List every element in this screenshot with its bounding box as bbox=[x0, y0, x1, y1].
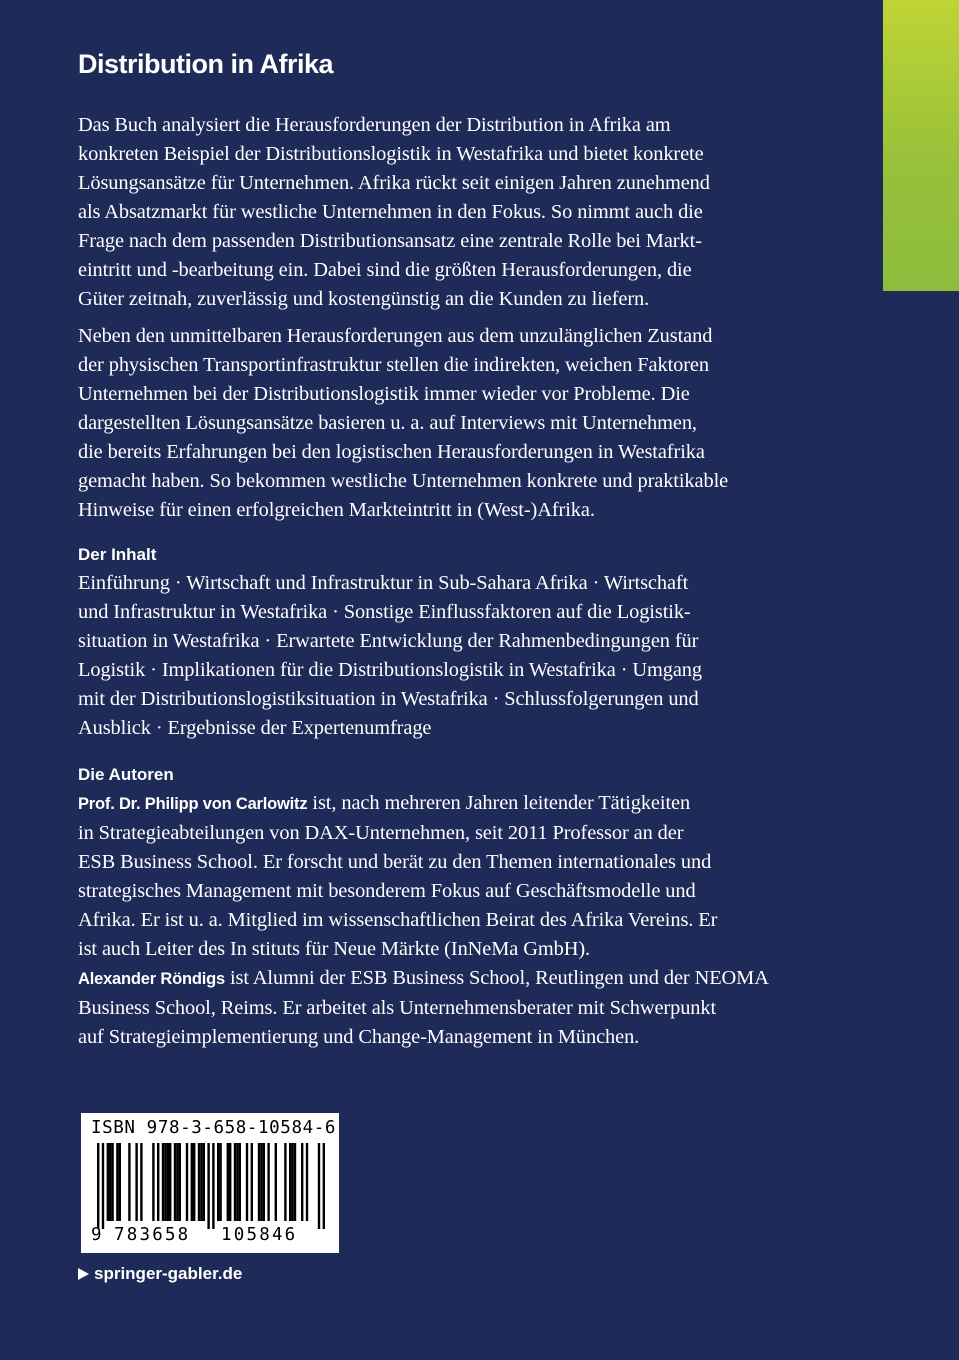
barcode-bar bbox=[227, 1143, 229, 1221]
text-line: Unternehmen bei der Distributionslogistik immer wieder vor Probleme. Die bbox=[78, 383, 690, 405]
text-line: auf Strategieimplementierung und Change-Management in München. bbox=[78, 1026, 640, 1048]
barcode-bar bbox=[111, 1143, 113, 1221]
barcode-bar bbox=[258, 1143, 260, 1221]
barcode-bar bbox=[102, 1143, 104, 1229]
barcode-bar bbox=[107, 1143, 109, 1221]
barcode-bar bbox=[186, 1143, 188, 1221]
barcode-bar bbox=[267, 1143, 269, 1221]
text-line: Frage nach dem passenden Distributionsansatz eine zentrale Rolle bei Markt- bbox=[78, 230, 702, 252]
book-title: Distribution in Afrika bbox=[78, 49, 334, 79]
text-line: situation in Westafrika · Erwartete Entwicklung der Rahmenbedingungen für bbox=[78, 630, 699, 652]
barcode-bar bbox=[162, 1143, 164, 1221]
triangle-arrow-icon bbox=[78, 1268, 89, 1280]
text-line: die bereits Erfahrungen bei den logistischen Herausforderungen in Westafrika bbox=[78, 441, 705, 463]
barcode-bar bbox=[135, 1143, 137, 1221]
author-2-name: Alexander Röndigs bbox=[78, 970, 225, 988]
text-line: eintritt und -bearbeitung ein. Dabei sind die größten Herausforderungen, die bbox=[78, 259, 692, 281]
barcode-bar bbox=[284, 1143, 286, 1221]
barcode-bar bbox=[291, 1143, 293, 1221]
barcode-bar bbox=[246, 1143, 248, 1221]
text-line: Ausblick · Ergebnisse der Expertenumfrage bbox=[78, 717, 432, 739]
text-fragment: ist, nach mehreren Jahren leitender Tätigkeiten bbox=[307, 792, 691, 814]
text-line: mit der Distributionslogistiksituation in Westafrika · Schlussfolgerungen und bbox=[78, 688, 699, 710]
text-line: konkreten Beispiel der Distributionslogistik in Westafrika und bietet konkrete bbox=[78, 143, 704, 165]
text-line: Neben den unmittelbaren Herausforderungen aus dem unzulänglichen Zustand bbox=[78, 325, 713, 347]
barcode-bar bbox=[260, 1143, 262, 1221]
barcode-bar bbox=[306, 1143, 308, 1221]
barcode-bar bbox=[294, 1143, 296, 1221]
barcode-bar bbox=[207, 1143, 209, 1229]
barcode-bar bbox=[152, 1143, 154, 1221]
green-accent-bar bbox=[883, 0, 959, 291]
website-link[interactable] bbox=[78, 1262, 242, 1286]
text-line: dargestellten Lösungsansätze basieren u. a. auf Interviews mit Unternehmen, bbox=[78, 412, 697, 434]
text-line: Business School, Reims. Er arbeitet als Unternehmensberater mit Schwerpunkt bbox=[78, 997, 717, 1019]
barcode-bar bbox=[109, 1143, 111, 1221]
barcode-bar bbox=[119, 1143, 121, 1221]
text-fragment: ist Alumni der ESB Business School, Reutlingen und der NEOMA bbox=[224, 967, 769, 989]
barcode-bar bbox=[140, 1143, 142, 1221]
text-line: Afrika. Er ist u. a. Mitglied im wissenschaftlichen Beirat des Afrika Vereins. Er bbox=[78, 909, 718, 931]
barcode-bar bbox=[203, 1143, 205, 1221]
authors-heading: Die Autoren bbox=[78, 765, 174, 784]
text-line: Logistik · Implikationen für die Distributionslogistik in Westafrika · Umgang bbox=[78, 659, 703, 681]
text-line: strategisches Management mit besonderem Fokus auf Geschäftsmodelle und bbox=[78, 880, 696, 902]
text-line: Das Buch analysiert die Herausforderungen der Distribution in Afrika am bbox=[78, 114, 671, 136]
text-line: und Infrastruktur in Westafrika · Sonstige Einflussfaktoren auf die Logistik- bbox=[78, 601, 691, 623]
barcode-bar bbox=[167, 1143, 169, 1221]
barcode-left-digits: 783658 bbox=[114, 1225, 191, 1245]
barcode-bar bbox=[217, 1143, 219, 1221]
barcode-bar bbox=[219, 1143, 221, 1221]
barcode-bar bbox=[236, 1143, 238, 1221]
barcode-bar bbox=[318, 1143, 320, 1229]
text-line: der physischen Transportinfrastruktur stellen die indirekten, weichen Faktoren bbox=[78, 354, 709, 376]
barcode-bar bbox=[301, 1143, 303, 1221]
barcode-bar bbox=[157, 1143, 159, 1221]
barcode-bar bbox=[239, 1143, 241, 1221]
text-line: in Strategieabteilungen von DAX-Unternehmen, seit 2011 Professor an der bbox=[78, 822, 684, 844]
contents-list bbox=[78, 569, 884, 743]
intro-paragraph-1 bbox=[78, 111, 884, 314]
barcode-first-digit: 9 bbox=[91, 1225, 104, 1245]
barcode-bar bbox=[164, 1143, 166, 1221]
barcode-bar bbox=[323, 1143, 325, 1229]
barcode-bar bbox=[212, 1143, 214, 1229]
text-line: Güter zeitnah, zuverlässig und kostengünstig an die Kunden zu liefern. bbox=[78, 288, 650, 310]
text-line: ist auch Leiter des In stituts für Neue Märkte (InNeMa GmbH). bbox=[78, 938, 591, 960]
authors-text bbox=[78, 789, 884, 1052]
barcode-bar bbox=[169, 1143, 171, 1221]
barcode-bar bbox=[200, 1143, 202, 1221]
website-text: springer-gabler.de bbox=[94, 1264, 243, 1283]
contents-heading: Der Inhalt bbox=[78, 545, 157, 564]
barcode-bar bbox=[174, 1143, 176, 1221]
barcode-bar bbox=[128, 1143, 130, 1221]
barcode-bar bbox=[234, 1143, 236, 1221]
barcode-bar bbox=[97, 1143, 99, 1229]
barcode-bars bbox=[89, 1143, 333, 1229]
barcode-bar bbox=[251, 1143, 253, 1221]
author-1-first-line bbox=[78, 789, 884, 819]
text-line: gemacht haben. So bekommen westliche Unternehmen konkrete und praktikable bbox=[78, 470, 729, 492]
barcode-bar bbox=[198, 1143, 200, 1221]
barcode-bar bbox=[179, 1143, 181, 1221]
author-2-first-line bbox=[78, 964, 884, 994]
barcode-bar bbox=[275, 1143, 277, 1221]
text-line: ESB Business School. Er forscht und berät zu den Themen internationales und bbox=[78, 851, 712, 873]
barcode-right-digits: 105846 bbox=[221, 1225, 298, 1245]
text-line: Einführung · Wirtschaft und Infrastruktur in Sub-Sahara Afrika · Wirtschaft bbox=[78, 572, 689, 594]
barcode-bar bbox=[289, 1143, 291, 1221]
barcode-bar bbox=[193, 1143, 195, 1221]
barcode-bar bbox=[176, 1143, 178, 1221]
intro-paragraph-2 bbox=[78, 322, 884, 525]
text-line: als Absatzmarkt für westliche Unternehmen in den Fokus. So nimmt auch die bbox=[78, 201, 703, 223]
barcode-bar bbox=[191, 1143, 193, 1221]
barcode-bar bbox=[229, 1143, 231, 1221]
isbn-number: ISBN 978-3-658-10584-6 bbox=[91, 1118, 336, 1138]
text-line: Hinweise für einen erfolgreichen Markteintritt in (West-)Afrika. bbox=[78, 499, 595, 521]
isbn-barcode bbox=[81, 1113, 339, 1253]
barcode-bar bbox=[116, 1143, 118, 1221]
author-1-name: Prof. Dr. Philipp von Carlowitz bbox=[78, 795, 308, 813]
text-line: Lösungsansätze für Unternehmen. Afrika rückt seit einigen Jahren zunehmend bbox=[78, 172, 710, 194]
barcode-bar bbox=[263, 1143, 265, 1221]
